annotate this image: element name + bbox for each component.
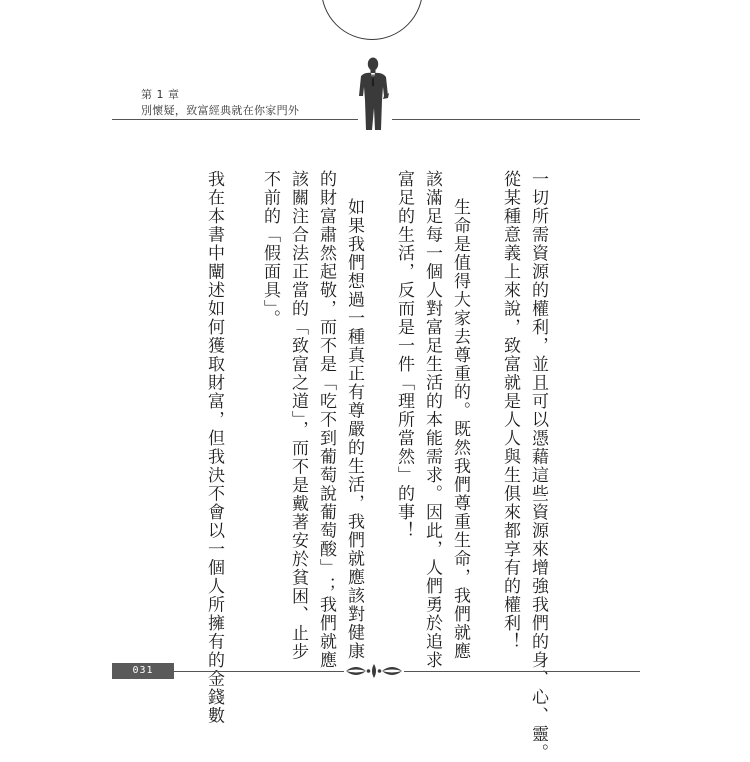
top-arc-ornament — [321, 0, 423, 40]
header-rule-right — [392, 119, 640, 120]
header-rule-left — [112, 119, 358, 120]
floral-flourish-icon — [344, 660, 404, 682]
text-column-10: 我在本書中闡述如何獲取財富，但我決不會以一個人所擁有的金錢數 — [204, 170, 224, 725]
text-column-5: 富足的生活，反而是一件「理所當然」的事！ — [394, 170, 414, 540]
text-column-4: 該滿足每一個人對富足生活的本能需求。因此，人們勇於追求 — [422, 170, 442, 670]
text-column-1: 一切所需資源的權利，並且可以憑藉這些資源來增強我們的身、心、靈。 — [528, 170, 548, 762]
footer-rule-right — [404, 671, 640, 672]
text-column-3: 生命是值得大家去尊重的。既然我們尊重生命，我們就應 — [450, 198, 470, 661]
text-column-7: 的財富肅然起敬，而不是「吃不到葡萄說葡萄酸」；我們就應 — [316, 170, 336, 670]
chapter-title: 別懷疑，致富經典就在你家門外 — [141, 104, 300, 117]
page-number-box — [112, 663, 174, 679]
text-column-2: 從某種意義上來說，致富就是人人與生俱來都享有的權利！ — [500, 170, 520, 651]
page-number: 031 — [132, 665, 154, 676]
businessman-silhouette-icon — [355, 56, 395, 130]
text-column-6: 如果我們想過一種真正有尊嚴的生活，我們就應該對健康 — [344, 198, 364, 661]
text-column-8: 該關注合法正當的「致富之道」，而不是戴著安於貧困、止步 — [288, 170, 308, 661]
chapter-label: 第 1 章 — [141, 88, 180, 101]
footer-rule-left — [174, 671, 344, 672]
text-column-9: 不前的「假面具」。 — [260, 170, 280, 328]
